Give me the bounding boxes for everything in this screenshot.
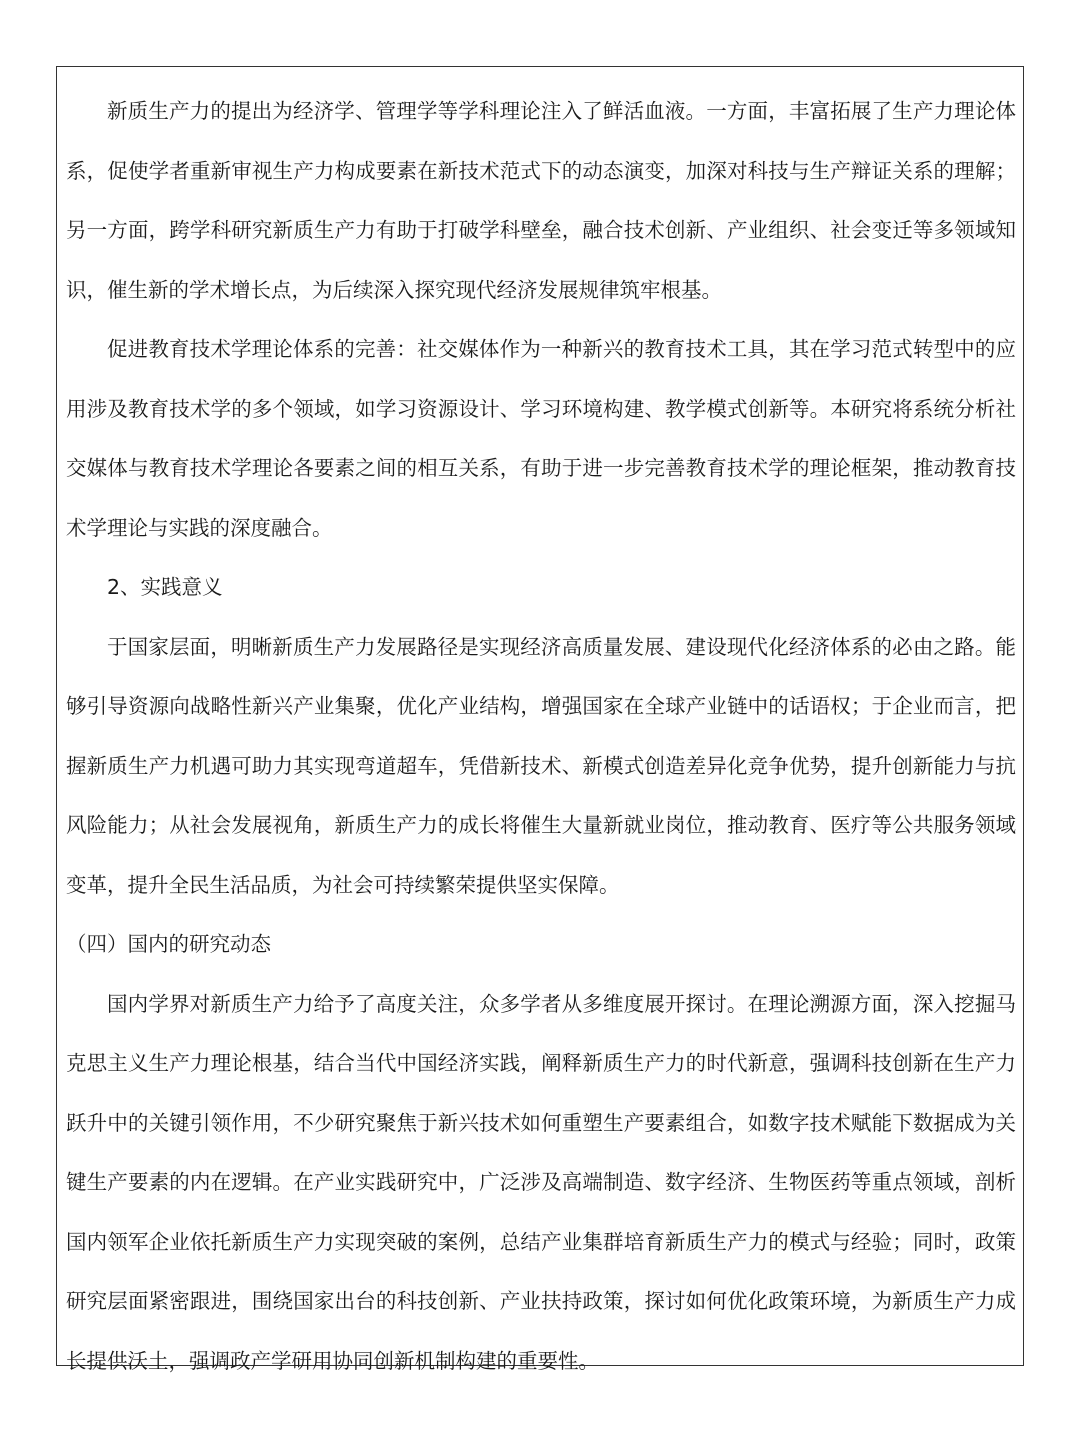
document-body <box>66 82 1016 1391</box>
paragraph-domestic: 国内学界对新质生产力给予了高度关注，众多学者从多维度展开探讨。在理论溯源方面，深入挖掘马克思主义生产力理论根基，结合当代中国经济实践，阐释新质生产力的时代新意，强调科技创新在生产力跃升中的关键引领作用，不少研究聚焦于新兴技术如何重塑生产要素组合，如数字技术赋能下数据成为关键生产要素的内在逻辑。在产业实践研究中，广泛涉及高端制造、数字经济、生物医药等重点领域，剖析国内领军企业依托新质生产力实现突破的案例，总结产业集群培育新质生产力的模式与经验；同时，政策研究层面紧密跟进，围绕国家出台的科技创新、产业扶持政策，探讨如何优化政策环境，为新质生产力成长提供沃土，强调政产学研用协同创新机制构建的重要性。 <box>66 991 1016 1373</box>
section-heading-domestic: （四）国内的研究动态 <box>66 932 271 956</box>
paragraph-theory-edtech: 促进教育技术学理论体系的完善：社交媒体作为一种新兴的教育技术工具，其在学习范式转型中的应用涉及教育技术学的多个领域，如学习资源设计、学习环境构建、教学模式创新等。本研究将系统分析社交媒体与教育技术学理论各要素之间的相互关系，有助于进一步完善教育技术学的理论框架，推动教育技术学理论与实践的深度融合。 <box>66 337 1016 540</box>
subheading-practice: 2、实践意义 <box>107 575 223 599</box>
paragraph-theory-econ: 新质生产力的提出为经济学、管理学等学科理论注入了鲜活血液。一方面，丰富拓展了生产力理论体系，促使学者重新审视生产力构成要素在新技术范式下的动态演变，加深对科技与生产辩证关系的理解；另一方面，跨学科研究新质生产力有助于打破学科壁垒，融合技术创新、产业组织、社会变迁等多领域知识，催生新的学术增长点，为后续深入探究现代经济发展规律筑牢根基。 <box>66 99 1016 302</box>
paragraph-practice: 于国家层面，明晰新质生产力发展路径是实现经济高质量发展、建设现代化经济体系的必由之路。能够引导资源向战略性新兴产业集聚，优化产业结构，增强国家在全球产业链中的话语权；于企业而言，把握新质生产力机遇可助力其实现弯道超车，凭借新技术、新模式创造差异化竞争优势，提升创新能力与抗风险能力；从社会发展视角，新质生产力的成长将催生大量新就业岗位，推动教育、医疗等公共服务领域变革，提升全民生活品质，为社会可持续繁荣提供坚实保障。 <box>66 634 1016 897</box>
